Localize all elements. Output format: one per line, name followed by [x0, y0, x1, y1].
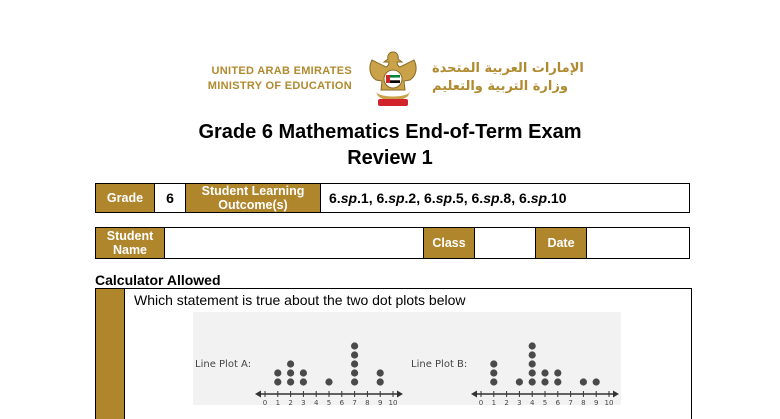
- outcome-code: 6.sp.2,: [376, 190, 424, 206]
- plot-a-dot: [351, 351, 358, 358]
- dot-plots-svg: [193, 312, 621, 405]
- date-label: Date: [536, 228, 587, 259]
- plot-a-tick-label: 10: [388, 399, 398, 405]
- plot-b-tick-label: 1: [491, 399, 497, 405]
- plot-b-dot: [529, 378, 536, 385]
- class-label: Class: [424, 228, 475, 259]
- plot-a-dot: [274, 369, 281, 376]
- plot-a-tick-label: 8: [365, 399, 370, 405]
- plot-b-dot: [580, 378, 587, 385]
- plot-b-dot: [529, 360, 536, 367]
- plot-a-dot: [287, 360, 294, 367]
- plot-b-tick-label: 8: [581, 399, 586, 405]
- plot-a-tick-label: 5: [326, 399, 332, 405]
- ministry-name-ar: وزارة التربية والتعليم: [432, 79, 568, 94]
- plot-a-tick-label: 6: [339, 399, 345, 405]
- question-number-bar: [96, 289, 125, 419]
- plot-b-group: [471, 342, 619, 405]
- plot-b-dot: [529, 342, 536, 349]
- plot-b-tick-label: 9: [593, 399, 599, 405]
- ministry-name-english: [172, 64, 352, 94]
- exam-title: Grade 6 Mathematics End-of-Term Exam: [198, 121, 582, 143]
- plot-a-dot: [377, 369, 384, 376]
- exam-subtitle: Review 1: [347, 147, 433, 169]
- plot-b-right-arrow: [613, 391, 619, 398]
- plot-a-dot: [351, 360, 358, 367]
- plot-b-tick-label: 4: [529, 399, 535, 405]
- plot-a-tick-label: 7: [352, 399, 357, 405]
- date-field[interactable]: [587, 228, 690, 259]
- ministry-name-en: MINISTRY OF EDUCATION: [207, 80, 352, 92]
- plot-a-tick-label: 4: [313, 399, 319, 405]
- plot-a-dot: [351, 369, 358, 376]
- outcome-label: Student Learning Outcome(s): [186, 184, 321, 213]
- grade-value: 6: [155, 184, 186, 213]
- plot-b-tick-label: 5: [542, 399, 548, 405]
- plot-b-dot: [490, 378, 497, 385]
- plot-a-dot: [351, 342, 358, 349]
- student-info-table: [95, 227, 690, 259]
- plot-b-dot: [490, 360, 497, 367]
- plot-b-dot: [541, 369, 548, 376]
- plot-b-dot: [593, 378, 600, 385]
- outcome-code: 6.sp.8,: [471, 190, 519, 206]
- student-name-label: Student Name: [96, 228, 165, 259]
- plot-b-dot: [529, 369, 536, 376]
- dot-plots-figure: [193, 312, 621, 405]
- plot-a-left-arrow: [255, 391, 261, 398]
- outcome-code: 6.sp.1,: [329, 190, 377, 206]
- plot-a-tick-label: 9: [377, 399, 383, 405]
- plot-b-dot: [554, 378, 561, 385]
- calculator-note: Calculator Allowed: [95, 272, 221, 288]
- plot-b-tick-label: 2: [504, 399, 509, 405]
- outcome-code: 6.sp.5,: [424, 190, 472, 206]
- plot-a-tick-label: 1: [275, 399, 281, 405]
- plot-a-dot: [287, 369, 294, 376]
- plot-b-label: Line Plot B:: [411, 359, 468, 370]
- plot-a-dot: [274, 378, 281, 385]
- plot-b-dot: [516, 378, 523, 385]
- plot-b-dot: [490, 369, 497, 376]
- outcome-list: [321, 184, 690, 213]
- plot-b-tick-label: 0: [478, 399, 484, 405]
- plot-b-tick-label: 7: [568, 399, 573, 405]
- country-name-ar: الإمارات العربية المتحدة: [432, 61, 584, 76]
- plot-a-dot: [377, 378, 384, 385]
- plot-b-dot: [529, 351, 536, 358]
- class-field[interactable]: [475, 228, 536, 259]
- plot-b-tick-label: 3: [517, 399, 522, 405]
- plot-a-dot: [351, 378, 358, 385]
- plot-a-dot: [300, 378, 307, 385]
- plot-a-tick-label: 3: [301, 399, 306, 405]
- plot-a-dot: [287, 378, 294, 385]
- uae-falcon-emblem-icon: [362, 50, 424, 112]
- plot-a-tick-label: 0: [262, 399, 268, 405]
- country-name-en: UNITED ARAB EMIRATES: [211, 65, 352, 77]
- plot-a-group: [255, 342, 403, 405]
- plot-a-right-arrow: [397, 391, 403, 398]
- student-name-field[interactable]: [165, 228, 424, 259]
- plot-a-tick-label: 2: [288, 399, 293, 405]
- grade-label: Grade: [96, 184, 155, 213]
- grade-outcome-table: [95, 183, 690, 213]
- plot-b-dot: [554, 369, 561, 376]
- plot-a-label: Line Plot A:: [195, 359, 252, 370]
- outcome-code: 6.sp.10: [519, 190, 567, 206]
- plot-b-left-arrow: [471, 391, 477, 398]
- plot-b-tick-label: 6: [555, 399, 561, 405]
- question-text: Which statement is true about the two dot plots below: [134, 292, 466, 308]
- plot-b-tick-label: 10: [604, 399, 614, 405]
- plot-a-dot: [300, 369, 307, 376]
- plot-b-dot: [541, 378, 548, 385]
- ministry-name-arabic: [432, 60, 612, 96]
- plot-a-dot: [325, 378, 332, 385]
